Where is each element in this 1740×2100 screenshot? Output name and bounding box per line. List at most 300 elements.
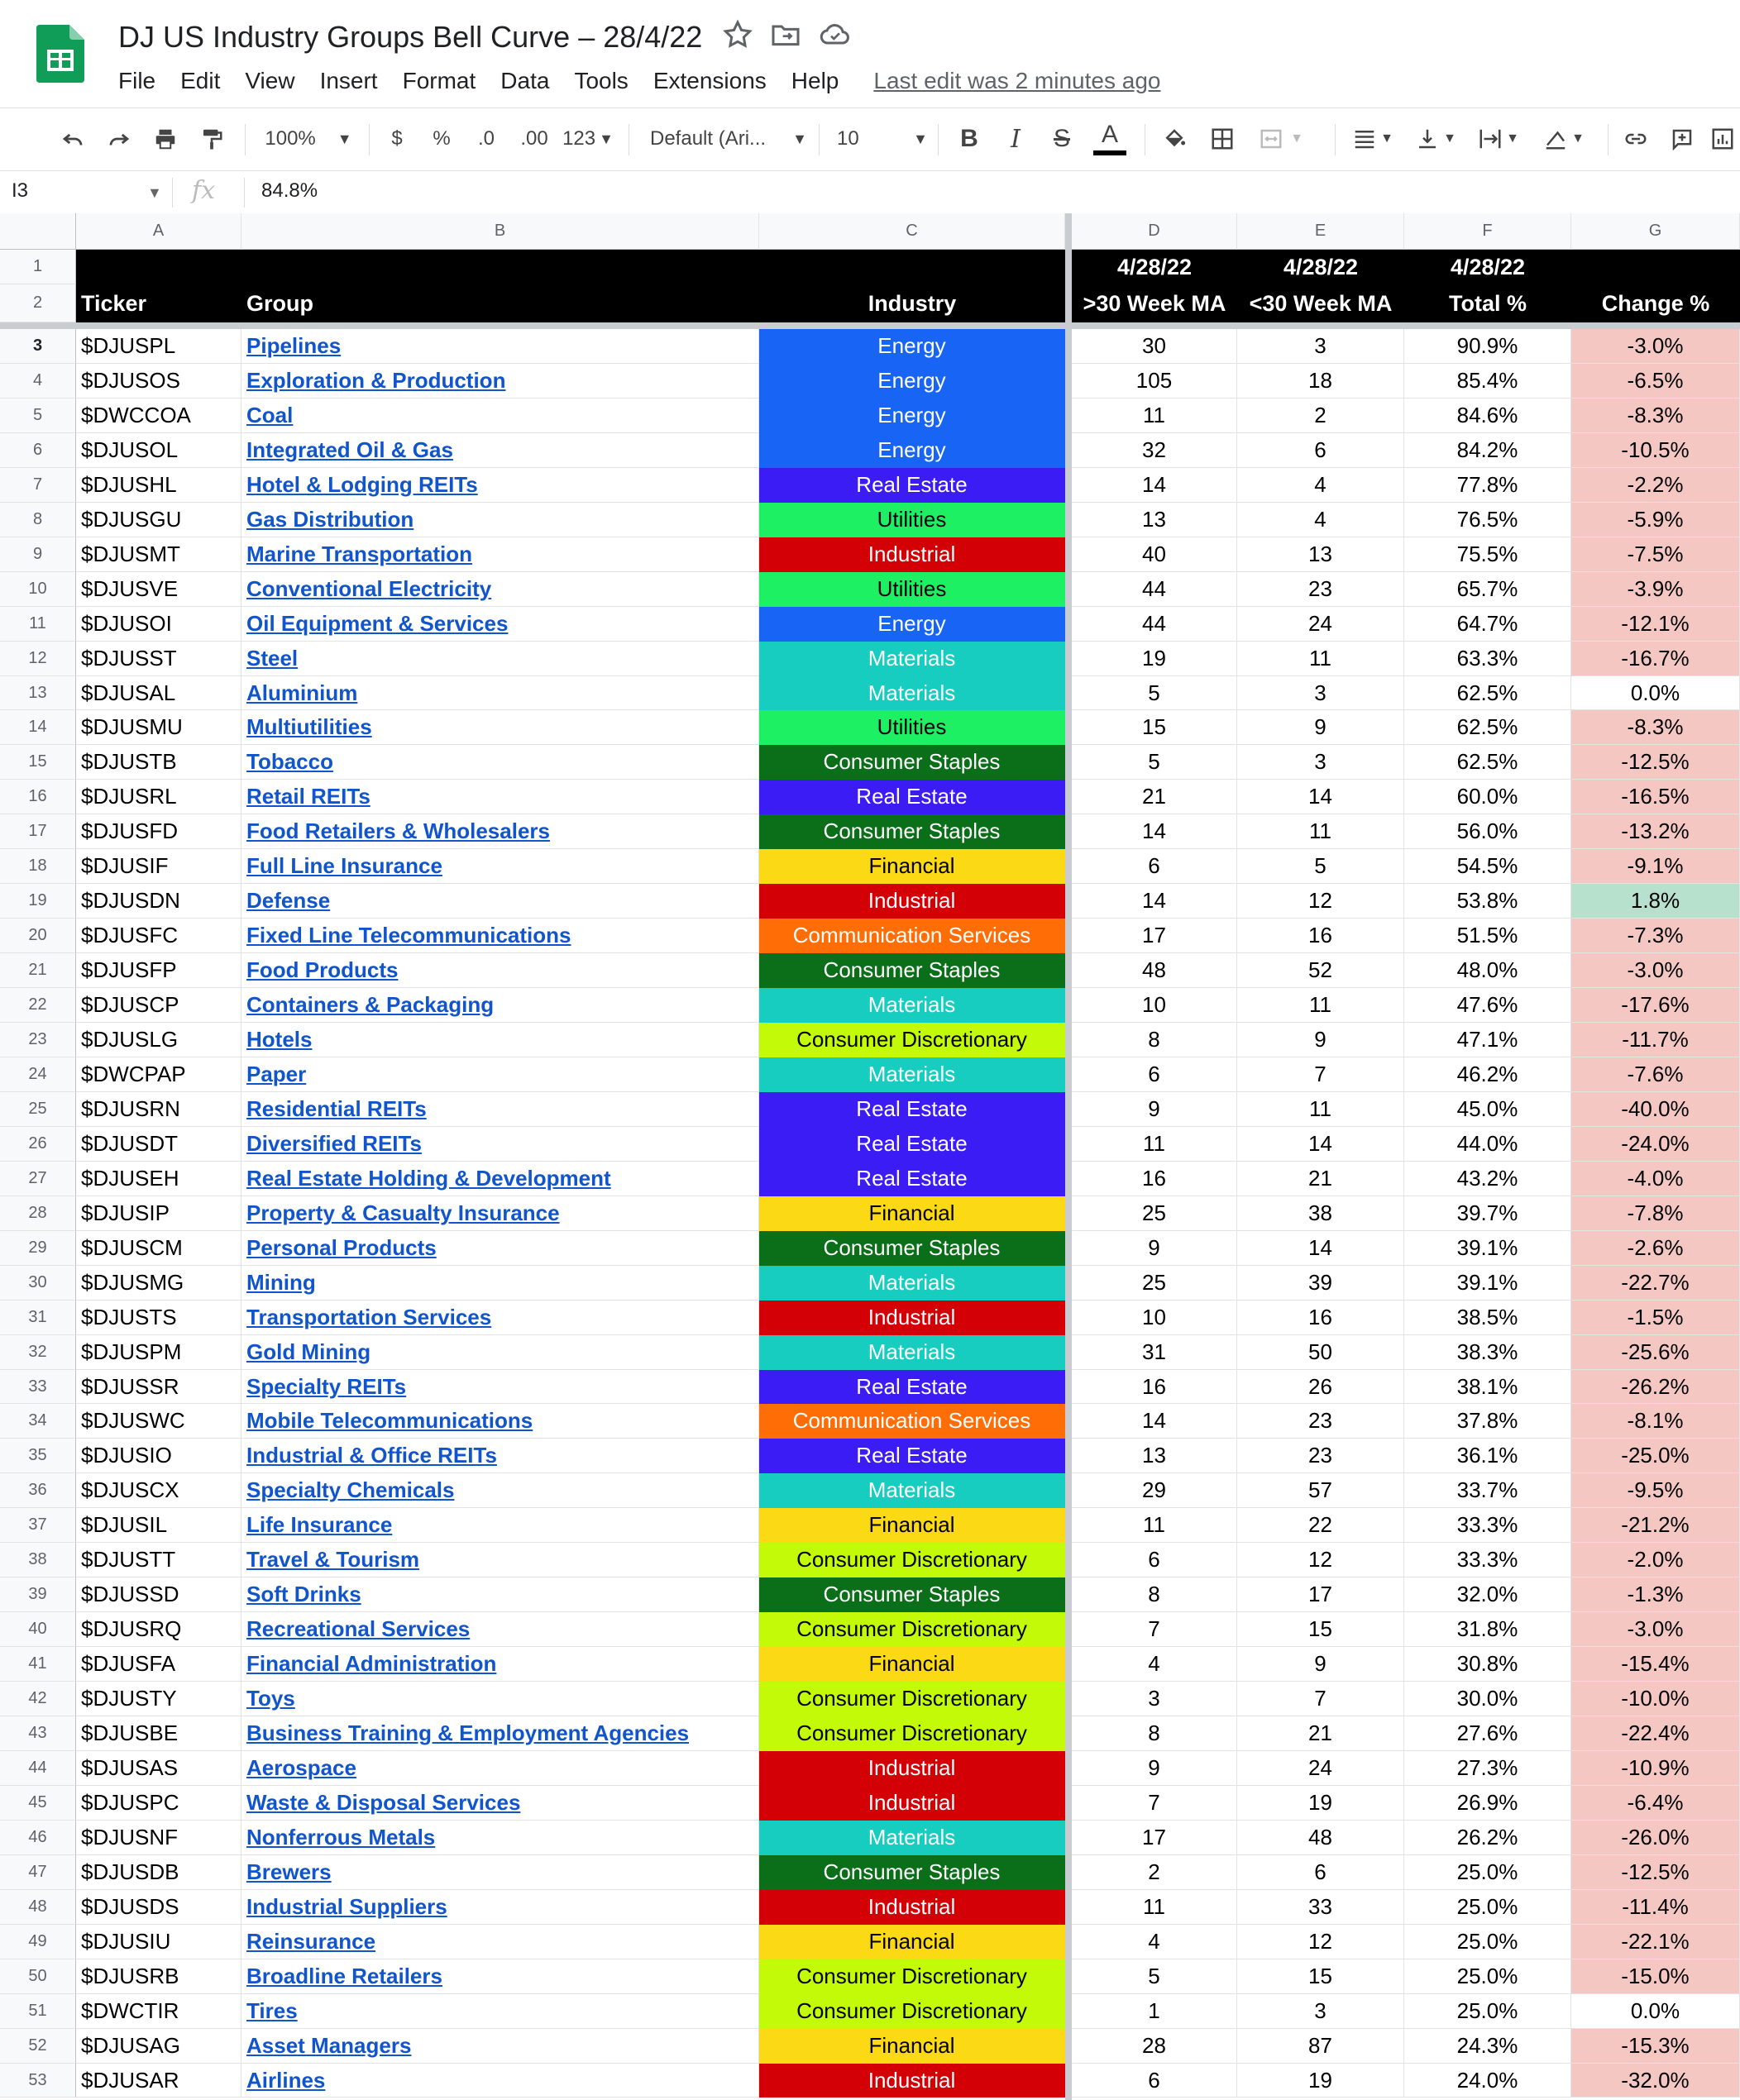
ticker-cell[interactable]: $DJUSPM	[76, 1335, 241, 1370]
above-ma-cell[interactable]: 4	[1072, 1925, 1237, 1959]
total-pct-cell[interactable]: 43.2%	[1404, 1162, 1571, 1196]
change-pct-cell[interactable]: -3.0%	[1571, 1612, 1740, 1647]
change-pct-cell[interactable]: -26.2%	[1571, 1370, 1740, 1404]
above-ma-cell[interactable]: 8	[1072, 1716, 1237, 1751]
change-pct-cell[interactable]: -7.8%	[1571, 1196, 1740, 1231]
industry-cell[interactable]: Energy	[759, 399, 1065, 433]
total-pct-cell[interactable]: 37.8%	[1404, 1404, 1571, 1439]
total-pct-cell[interactable]: 63.3%	[1404, 642, 1571, 676]
change-pct-cell[interactable]: -22.1%	[1571, 1925, 1740, 1959]
above-ma-cell[interactable]: 9	[1072, 1092, 1237, 1127]
below-ma-cell[interactable]: 3	[1237, 676, 1404, 710]
ticker-cell[interactable]: $DJUSGU	[76, 503, 241, 537]
below-ma-cell[interactable]: 9	[1237, 1647, 1404, 1682]
group-link[interactable]: Waste & Disposal Services	[241, 1786, 759, 1821]
ticker-cell[interactable]: $DJUSRN	[76, 1092, 241, 1127]
group-link[interactable]: Aerospace	[241, 1751, 759, 1786]
total-pct-cell[interactable]: 25.0%	[1404, 1925, 1571, 1959]
row-header[interactable]: 22	[0, 988, 76, 1023]
column-header-d[interactable]: D	[1072, 213, 1237, 250]
industry-cell[interactable]: Consumer Staples	[759, 745, 1065, 780]
ticker-cell[interactable]: $DJUSCP	[76, 988, 241, 1023]
move-folder-icon[interactable]	[769, 18, 802, 51]
column-header-e[interactable]: E	[1237, 213, 1404, 250]
total-pct-cell[interactable]: 31.8%	[1404, 1612, 1571, 1647]
below-ma-cell[interactable]: 5	[1237, 849, 1404, 884]
below-ma-cell[interactable]: 16	[1237, 919, 1404, 953]
total-pct-cell[interactable]: 62.5%	[1404, 745, 1571, 780]
below-ma-cell[interactable]: 2	[1237, 399, 1404, 433]
total-pct-cell[interactable]: 62.5%	[1404, 676, 1571, 710]
change-pct-cell[interactable]: -15.0%	[1571, 1959, 1740, 1994]
industry-cell[interactable]: Financial	[759, 2029, 1065, 2064]
row-header[interactable]: 12	[0, 642, 76, 676]
industry-cell[interactable]: Energy	[759, 364, 1065, 399]
industry-cell[interactable]: Energy	[759, 433, 1065, 468]
industry-cell[interactable]: Energy	[759, 329, 1065, 364]
total-pct-cell[interactable]: 39.1%	[1404, 1231, 1571, 1266]
total-pct-cell[interactable]: 85.4%	[1404, 364, 1571, 399]
row-header[interactable]: 18	[0, 849, 76, 884]
industry-cell[interactable]: Utilities	[759, 503, 1065, 537]
column-header-b[interactable]: B	[241, 213, 759, 250]
above-ma-cell[interactable]: 14	[1072, 814, 1237, 849]
change-pct-cell[interactable]: -22.7%	[1571, 1266, 1740, 1301]
below-ma-cell[interactable]: 19	[1237, 1786, 1404, 1821]
above-ma-cell[interactable]: 6	[1072, 1057, 1237, 1092]
industry-cell[interactable]: Consumer Staples	[759, 814, 1065, 849]
change-pct-cell[interactable]: -3.0%	[1571, 953, 1740, 988]
below-ma-cell[interactable]: 11	[1237, 642, 1404, 676]
ticker-cell[interactable]: $DJUSCM	[76, 1231, 241, 1266]
menu-help[interactable]: Help	[791, 68, 839, 93]
total-pct-cell[interactable]: 56.0%	[1404, 814, 1571, 849]
below-ma-cell[interactable]: 9	[1237, 1023, 1404, 1057]
ticker-cell[interactable]: $DJUSBE	[76, 1716, 241, 1751]
group-link[interactable]: Financial Administration	[241, 1647, 759, 1682]
name-box[interactable]: I3	[12, 179, 29, 202]
industry-cell[interactable]: Consumer Discretionary	[759, 1612, 1065, 1647]
vertical-align-icon[interactable]	[1409, 119, 1462, 159]
group-link[interactable]: Food Products	[241, 953, 759, 988]
ticker-cell[interactable]: $DJUSIU	[76, 1925, 241, 1959]
total-pct-cell[interactable]: 75.5%	[1404, 537, 1571, 572]
industry-cell[interactable]: Communication Services	[759, 1404, 1065, 1439]
row-header[interactable]: 17	[0, 814, 76, 849]
italic-icon[interactable]: I	[1011, 124, 1021, 154]
industry-cell[interactable]: Financial	[759, 1925, 1065, 1959]
total-pct-cell[interactable]: 32.0%	[1404, 1577, 1571, 1612]
row-header[interactable]: 14	[0, 710, 76, 745]
industry-cell[interactable]: Utilities	[759, 710, 1065, 745]
more-formats-button[interactable]	[559, 119, 617, 159]
industry-cell[interactable]: Consumer Staples	[759, 1231, 1065, 1266]
below-ma-cell[interactable]: 11	[1237, 814, 1404, 849]
above-ma-cell[interactable]: 1	[1072, 1994, 1237, 2029]
above-ma-cell[interactable]: 13	[1072, 1439, 1237, 1473]
row-header[interactable]: 51	[0, 1994, 76, 2029]
total-pct-cell[interactable]: 36.1%	[1404, 1439, 1571, 1473]
change-pct-cell[interactable]: -40.0%	[1571, 1092, 1740, 1127]
above-ma-cell[interactable]: 30	[1072, 329, 1237, 364]
above-ma-cell[interactable]: 10	[1072, 1301, 1237, 1335]
above-ma-cell[interactable]: 9	[1072, 1751, 1237, 1786]
total-pct-cell[interactable]: 53.8%	[1404, 884, 1571, 919]
group-link[interactable]: Transportation Services	[241, 1301, 759, 1335]
change-pct-cell[interactable]: -21.2%	[1571, 1508, 1740, 1543]
row-header[interactable]: 41	[0, 1647, 76, 1682]
ticker-cell[interactable]: $DJUSOS	[76, 364, 241, 399]
above-ma-cell[interactable]: 10	[1072, 988, 1237, 1023]
total-pct-cell[interactable]: 26.9%	[1404, 1786, 1571, 1821]
row-header[interactable]: 5	[0, 399, 76, 433]
ticker-cell[interactable]: $DJUSLG	[76, 1023, 241, 1057]
document-title[interactable]: DJ US Industry Groups Bell Curve – 28/4/22	[118, 20, 703, 54]
above-ma-cell[interactable]: 4	[1072, 1647, 1237, 1682]
industry-cell[interactable]: Real Estate	[759, 1127, 1065, 1162]
below-ma-cell[interactable]: 15	[1237, 1612, 1404, 1647]
below-ma-cell[interactable]: 48	[1237, 1821, 1404, 1855]
ticker-cell[interactable]: $DJUSDB	[76, 1855, 241, 1890]
group-link[interactable]: Tires	[241, 1994, 759, 2029]
total-pct-cell[interactable]: 38.3%	[1404, 1335, 1571, 1370]
group-link[interactable]: Industrial Suppliers	[241, 1890, 759, 1925]
merge-cells-icon[interactable]	[1252, 119, 1310, 159]
group-link[interactable]: Airlines	[241, 2064, 759, 2098]
change-pct-cell[interactable]: -8.1%	[1571, 1404, 1740, 1439]
menu-tools[interactable]: Tools	[574, 68, 629, 93]
below-ma-cell[interactable]: 14	[1237, 1231, 1404, 1266]
row-header[interactable]: 1	[0, 250, 76, 284]
ticker-cell[interactable]: $DJUSFP	[76, 953, 241, 988]
bold-icon[interactable]: B	[960, 125, 978, 152]
change-pct-cell[interactable]: -1.3%	[1571, 1577, 1740, 1612]
total-pct-cell[interactable]: 84.6%	[1404, 399, 1571, 433]
above-ma-cell[interactable]: 29	[1072, 1473, 1237, 1508]
group-link[interactable]: Toys	[241, 1682, 759, 1716]
row-header[interactable]: 6	[0, 433, 76, 468]
below-ma-cell[interactable]: 22	[1237, 1508, 1404, 1543]
above-ma-cell[interactable]: 14	[1072, 468, 1237, 503]
above-ma-cell[interactable]: 11	[1072, 1508, 1237, 1543]
row-header[interactable]: 21	[0, 953, 76, 988]
column-header-f[interactable]: F	[1404, 213, 1571, 250]
industry-cell[interactable]: Financial	[759, 1647, 1065, 1682]
above-ma-cell[interactable]: 44	[1072, 572, 1237, 607]
text-color-icon[interactable]: A	[1092, 119, 1128, 159]
below-ma-cell[interactable]: 33	[1237, 1890, 1404, 1925]
group-link[interactable]: Marine Transportation	[241, 537, 759, 572]
text-wrapping-icon[interactable]	[1472, 119, 1525, 159]
above-ma-cell[interactable]: 31	[1072, 1335, 1237, 1370]
change-pct-cell[interactable]: -6.5%	[1571, 364, 1740, 399]
change-pct-cell[interactable]: -22.4%	[1571, 1716, 1740, 1751]
group-link[interactable]: Residential REITs	[241, 1092, 759, 1127]
industry-cell[interactable]: Consumer Discretionary	[759, 1023, 1065, 1057]
change-pct-cell[interactable]: -3.9%	[1571, 572, 1740, 607]
select-all-corner[interactable]	[0, 213, 76, 250]
above-ma-cell[interactable]: 105	[1072, 364, 1237, 399]
industry-cell[interactable]: Materials	[759, 988, 1065, 1023]
ticker-cell[interactable]: $DJUSSD	[76, 1577, 241, 1612]
total-pct-cell[interactable]: 38.5%	[1404, 1301, 1571, 1335]
row-header[interactable]: 52	[0, 2029, 76, 2064]
font-size-select[interactable]	[837, 119, 928, 159]
ticker-cell[interactable]: $DJUSEH	[76, 1162, 241, 1196]
industry-cell[interactable]: Communication Services	[759, 919, 1065, 953]
group-link[interactable]: Travel & Tourism	[241, 1543, 759, 1577]
group-link[interactable]: Conventional Electricity	[241, 572, 759, 607]
row-header[interactable]: 40	[0, 1612, 76, 1647]
change-pct-cell[interactable]: -2.6%	[1571, 1231, 1740, 1266]
group-link[interactable]: Personal Products	[241, 1231, 759, 1266]
above-ma-cell[interactable]: 32	[1072, 433, 1237, 468]
row-header[interactable]: 23	[0, 1023, 76, 1057]
row-header[interactable]: 8	[0, 503, 76, 537]
above-ma-cell[interactable]: 25	[1072, 1196, 1237, 1231]
row-header[interactable]: 20	[0, 919, 76, 953]
below-ma-cell[interactable]: 26	[1237, 1370, 1404, 1404]
group-link[interactable]: Broadline Retailers	[241, 1959, 759, 1994]
industry-cell[interactable]: Industrial	[759, 2064, 1065, 2098]
industry-cell[interactable]: Financial	[759, 849, 1065, 884]
ticker-cell[interactable]: $DJUSSR	[76, 1370, 241, 1404]
below-ma-cell[interactable]: 23	[1237, 1439, 1404, 1473]
total-pct-cell[interactable]: 46.2%	[1404, 1057, 1571, 1092]
row-header[interactable]: 9	[0, 537, 76, 572]
total-pct-cell[interactable]: 47.1%	[1404, 1023, 1571, 1057]
above-ma-cell[interactable]: 5	[1072, 676, 1237, 710]
change-pct-cell[interactable]: -4.0%	[1571, 1162, 1740, 1196]
above-ma-cell[interactable]: 6	[1072, 1543, 1237, 1577]
total-pct-cell[interactable]: 30.8%	[1404, 1647, 1571, 1682]
group-link[interactable]: Reinsurance	[241, 1925, 759, 1959]
row-header[interactable]: 48	[0, 1890, 76, 1925]
star-icon[interactable]	[721, 18, 754, 51]
row-header[interactable]: 16	[0, 780, 76, 814]
industry-cell[interactable]: Energy	[759, 607, 1065, 642]
total-pct-cell[interactable]: 24.0%	[1404, 2064, 1571, 2098]
change-pct-cell[interactable]: -8.3%	[1571, 399, 1740, 433]
ticker-cell[interactable]: $DJUSWC	[76, 1404, 241, 1439]
ticker-cell[interactable]: $DJUSHL	[76, 468, 241, 503]
total-pct-cell[interactable]: 64.7%	[1404, 607, 1571, 642]
industry-cell[interactable]: Industrial	[759, 1890, 1065, 1925]
menu-format[interactable]: Format	[402, 68, 476, 93]
above-ma-cell[interactable]: 25	[1072, 1266, 1237, 1301]
above-ma-cell[interactable]: 13	[1072, 503, 1237, 537]
industry-cell[interactable]: Materials	[759, 1335, 1065, 1370]
above-ma-cell[interactable]: 17	[1072, 919, 1237, 953]
change-pct-cell[interactable]: -32.0%	[1571, 2064, 1740, 2098]
frozen-column-divider[interactable]	[1065, 213, 1072, 2100]
change-pct-cell[interactable]: -25.0%	[1571, 1439, 1740, 1473]
group-link[interactable]: Business Training & Employment Agencies	[241, 1716, 759, 1751]
group-link[interactable]: Gas Distribution	[241, 503, 759, 537]
industry-cell[interactable]: Consumer Staples	[759, 1577, 1065, 1612]
industry-cell[interactable]: Materials	[759, 1473, 1065, 1508]
group-link[interactable]: Paper	[241, 1057, 759, 1092]
ticker-cell[interactable]: $DJUSDT	[76, 1127, 241, 1162]
group-link[interactable]: Retail REITs	[241, 780, 759, 814]
total-pct-cell[interactable]: 39.7%	[1404, 1196, 1571, 1231]
change-pct-cell[interactable]: 1.8%	[1571, 884, 1740, 919]
below-ma-cell[interactable]: 24	[1237, 1751, 1404, 1786]
above-ma-cell[interactable]: 14	[1072, 1404, 1237, 1439]
total-pct-cell[interactable]: 39.1%	[1404, 1266, 1571, 1301]
change-pct-cell[interactable]: -25.6%	[1571, 1335, 1740, 1370]
above-ma-cell[interactable]: 2	[1072, 1855, 1237, 1890]
total-pct-cell[interactable]: 60.0%	[1404, 780, 1571, 814]
decrease-decimal-button[interactable]	[468, 119, 504, 159]
industry-cell[interactable]: Utilities	[759, 572, 1065, 607]
group-link[interactable]: Defense	[241, 884, 759, 919]
ticker-cell[interactable]: $DWCTIR	[76, 1994, 241, 2029]
ticker-cell[interactable]: $DJUSFA	[76, 1647, 241, 1682]
industry-cell[interactable]: Real Estate	[759, 468, 1065, 503]
group-link[interactable]: Food Retailers & Wholesalers	[241, 814, 759, 849]
ticker-cell[interactable]: $DJUSTS	[76, 1301, 241, 1335]
row-header[interactable]: 27	[0, 1162, 76, 1196]
ticker-cell[interactable]: $DJUSTB	[76, 745, 241, 780]
row-header[interactable]: 7	[0, 468, 76, 503]
total-pct-cell[interactable]: 62.5%	[1404, 710, 1571, 745]
below-ma-cell[interactable]: 39	[1237, 1266, 1404, 1301]
industry-cell[interactable]: Industrial	[759, 537, 1065, 572]
total-pct-cell[interactable]: 38.1%	[1404, 1370, 1571, 1404]
ticker-cell[interactable]: $DJUSIF	[76, 849, 241, 884]
ticker-cell[interactable]: $DJUSRL	[76, 780, 241, 814]
above-ma-cell[interactable]: 28	[1072, 2029, 1237, 2064]
group-link[interactable]: Steel	[241, 642, 759, 676]
change-pct-cell[interactable]: -12.5%	[1571, 1855, 1740, 1890]
change-pct-cell[interactable]: -2.0%	[1571, 1543, 1740, 1577]
change-pct-cell[interactable]: -7.6%	[1571, 1057, 1740, 1092]
ticker-cell[interactable]: $DJUSAS	[76, 1751, 241, 1786]
above-ma-cell[interactable]: 40	[1072, 537, 1237, 572]
industry-cell[interactable]: Industrial	[759, 1301, 1065, 1335]
industry-cell[interactable]: Consumer Discretionary	[759, 1716, 1065, 1751]
group-link[interactable]: Integrated Oil & Gas	[241, 433, 759, 468]
group-link[interactable]: Real Estate Holding & Development	[241, 1162, 759, 1196]
total-pct-cell[interactable]: 25.0%	[1404, 1890, 1571, 1925]
row-header[interactable]: 37	[0, 1508, 76, 1543]
change-pct-cell[interactable]: -10.5%	[1571, 433, 1740, 468]
industry-cell[interactable]: Consumer Discretionary	[759, 1994, 1065, 2029]
total-pct-cell[interactable]: 33.3%	[1404, 1508, 1571, 1543]
industry-cell[interactable]: Financial	[759, 1508, 1065, 1543]
row-header[interactable]: 36	[0, 1473, 76, 1508]
row-header[interactable]: 53	[0, 2064, 76, 2098]
chevron-down-icon[interactable]: ▼	[147, 184, 162, 201]
below-ma-cell[interactable]: 23	[1237, 1404, 1404, 1439]
industry-cell[interactable]: Materials	[759, 676, 1065, 710]
above-ma-cell[interactable]: 48	[1072, 953, 1237, 988]
industry-cell[interactable]: Real Estate	[759, 780, 1065, 814]
group-link[interactable]: Brewers	[241, 1855, 759, 1890]
industry-cell[interactable]: Real Estate	[759, 1092, 1065, 1127]
change-pct-cell[interactable]: 0.0%	[1571, 1994, 1740, 2029]
ticker-cell[interactable]: $DJUSMG	[76, 1266, 241, 1301]
change-pct-cell[interactable]: -9.1%	[1571, 849, 1740, 884]
total-pct-cell[interactable]: 84.2%	[1404, 433, 1571, 468]
group-link[interactable]: Oil Equipment & Services	[241, 607, 759, 642]
total-pct-cell[interactable]: 65.7%	[1404, 572, 1571, 607]
above-ma-cell[interactable]: 17	[1072, 1821, 1237, 1855]
industry-cell[interactable]: Industrial	[759, 884, 1065, 919]
ticker-cell[interactable]: $DWCCOA	[76, 399, 241, 433]
ticker-cell[interactable]: $DJUSTY	[76, 1682, 241, 1716]
above-ma-cell[interactable]: 7	[1072, 1612, 1237, 1647]
row-header[interactable]: 35	[0, 1439, 76, 1473]
ticker-cell[interactable]: $DJUSIO	[76, 1439, 241, 1473]
ticker-cell[interactable]: $DJUSST	[76, 642, 241, 676]
row-header[interactable]: 44	[0, 1751, 76, 1786]
above-ma-cell[interactable]: 15	[1072, 710, 1237, 745]
change-pct-cell[interactable]: -11.7%	[1571, 1023, 1740, 1057]
change-pct-cell[interactable]: -15.4%	[1571, 1647, 1740, 1682]
above-ma-cell[interactable]: 11	[1072, 399, 1237, 433]
total-pct-cell[interactable]: 54.5%	[1404, 849, 1571, 884]
ticker-cell[interactable]: $DJUSPL	[76, 329, 241, 364]
group-link[interactable]: Hotel & Lodging REITs	[241, 468, 759, 503]
ticker-cell[interactable]: $DJUSOL	[76, 433, 241, 468]
below-ma-cell[interactable]: 17	[1237, 1577, 1404, 1612]
below-ma-cell[interactable]: 11	[1237, 1092, 1404, 1127]
above-ma-cell[interactable]: 5	[1072, 1959, 1237, 1994]
row-header[interactable]: 15	[0, 745, 76, 780]
change-pct-cell[interactable]: -12.1%	[1571, 607, 1740, 642]
increase-decimal-button[interactable]	[513, 119, 556, 159]
above-ma-cell[interactable]: 21	[1072, 780, 1237, 814]
total-pct-cell[interactable]: 24.3%	[1404, 2029, 1571, 2064]
below-ma-cell[interactable]: 4	[1237, 468, 1404, 503]
frozen-row-divider[interactable]	[0, 322, 1740, 329]
menu-view[interactable]: View	[245, 68, 295, 93]
change-pct-cell[interactable]: 0.0%	[1571, 676, 1740, 710]
row-header[interactable]: 19	[0, 884, 76, 919]
ticker-cell[interactable]: $DJUSTT	[76, 1543, 241, 1577]
row-header[interactable]: 39	[0, 1577, 76, 1612]
change-pct-cell[interactable]: -5.9%	[1571, 503, 1740, 537]
industry-cell[interactable]: Materials	[759, 1821, 1065, 1855]
group-link[interactable]: Specialty REITs	[241, 1370, 759, 1404]
group-link[interactable]: Soft Drinks	[241, 1577, 759, 1612]
row-header[interactable]: 3	[0, 329, 76, 364]
change-pct-cell[interactable]: -24.0%	[1571, 1127, 1740, 1162]
below-ma-cell[interactable]: 3	[1237, 1994, 1404, 2029]
above-ma-cell[interactable]: 9	[1072, 1231, 1237, 1266]
paint-format-icon[interactable]	[194, 119, 230, 159]
above-ma-cell[interactable]: 8	[1072, 1023, 1237, 1057]
print-icon[interactable]	[147, 119, 184, 159]
ticker-cell[interactable]: $DJUSCX	[76, 1473, 241, 1508]
percent-format-button[interactable]: %	[433, 127, 451, 150]
undo-icon[interactable]	[55, 119, 91, 159]
industry-cell[interactable]: Real Estate	[759, 1162, 1065, 1196]
row-header[interactable]: 33	[0, 1370, 76, 1404]
industry-cell[interactable]: Real Estate	[759, 1439, 1065, 1473]
total-pct-cell[interactable]: 25.0%	[1404, 1994, 1571, 2029]
change-pct-cell[interactable]: -6.4%	[1571, 1786, 1740, 1821]
industry-cell[interactable]: Industrial	[759, 1751, 1065, 1786]
insert-comment-icon[interactable]	[1664, 119, 1700, 159]
menu-edit[interactable]: Edit	[180, 68, 221, 93]
change-pct-cell[interactable]: -9.5%	[1571, 1473, 1740, 1508]
horizontal-align-icon[interactable]	[1346, 119, 1399, 159]
insert-link-icon[interactable]	[1618, 119, 1654, 159]
industry-cell[interactable]: Consumer Staples	[759, 953, 1065, 988]
